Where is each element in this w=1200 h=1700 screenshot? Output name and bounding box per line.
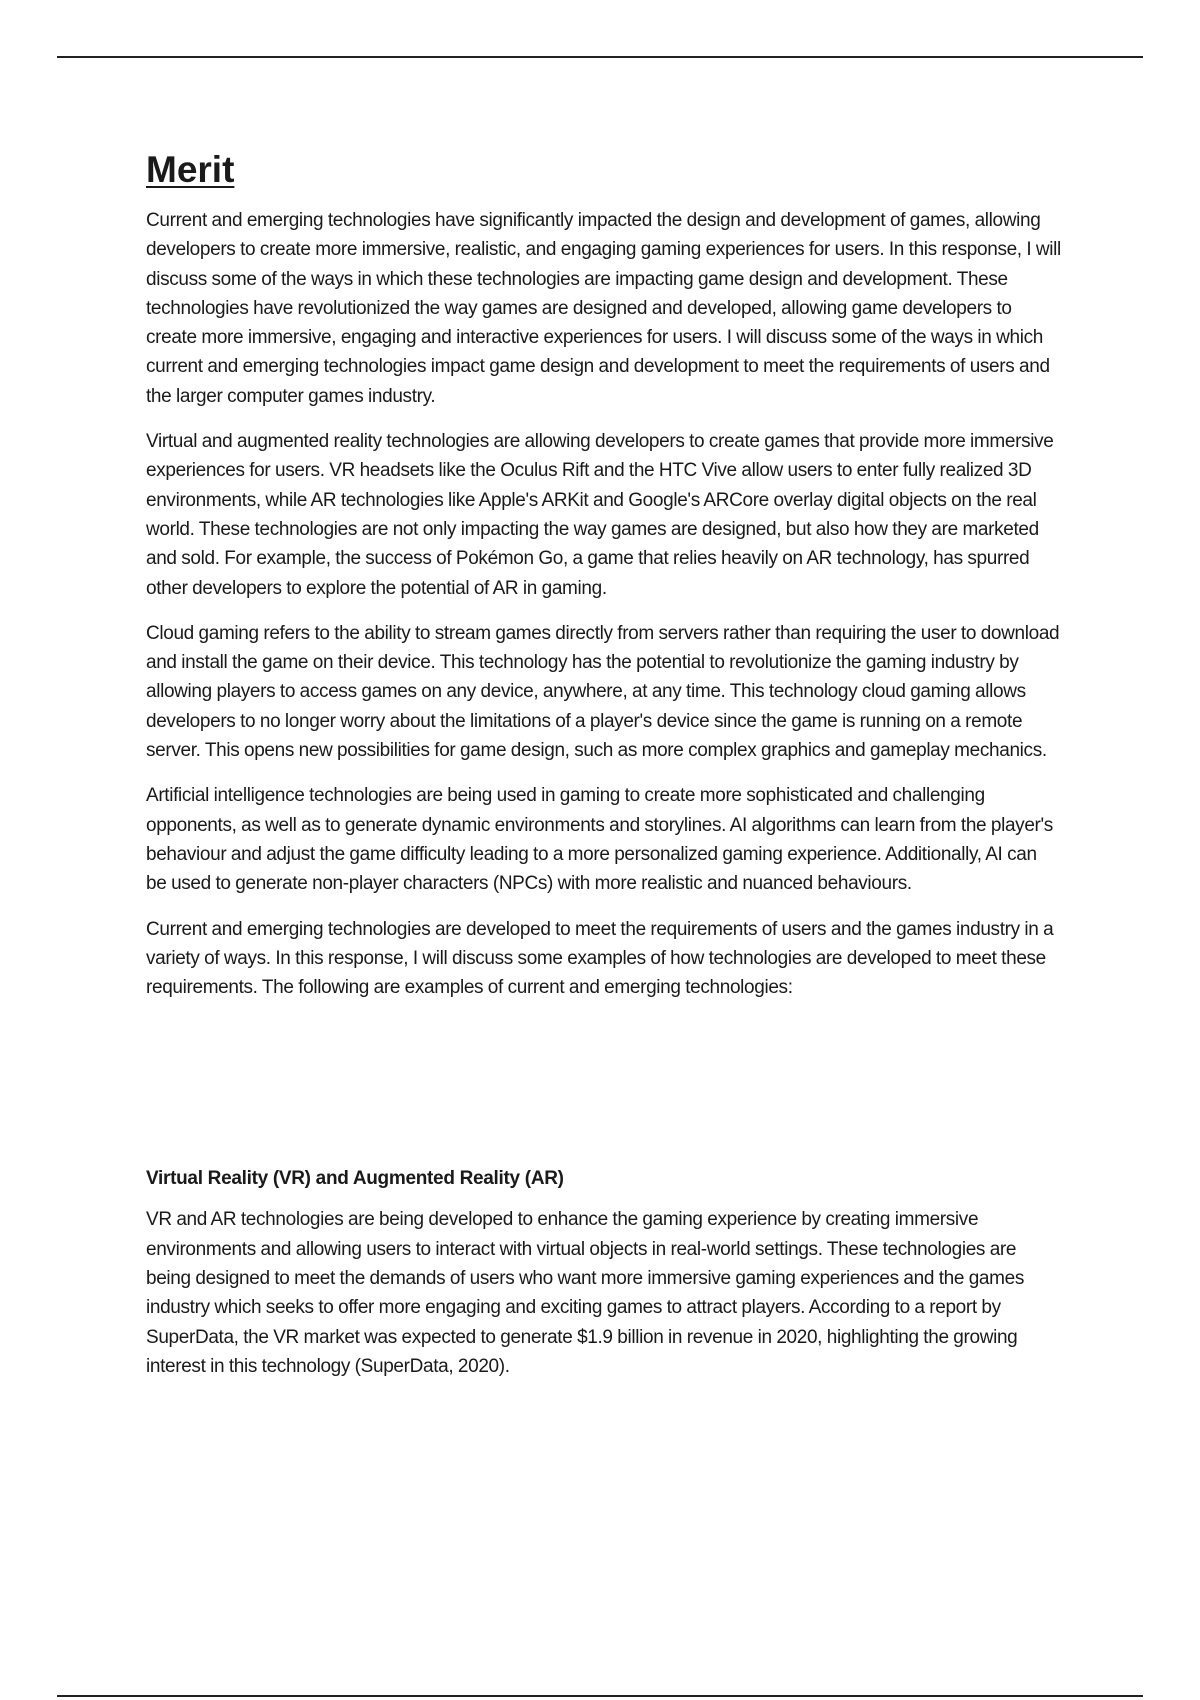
paragraph-cloud-gaming: Cloud gaming refers to the ability to stream games directly from servers rather than requiring the user to download and install the game on their device. This technology has the potential to revolutionize the gaming industry by allowing players to access games on any device, anywhere, at any time. This technology cloud gaming allows developers to no longer worry about the limitations of a player's device since the game is running on a remote server. This opens new possibilities for game design, such as more complex graphics and gameplay mechanics. bbox=[146, 622, 1060, 762]
section-heading: Virtual Reality (VR) and Augmented Reality (AR) bbox=[146, 1168, 564, 1190]
paragraph-ai: Artificial intelligence technologies are being used in gaming to create more sophisticated and challenging opponents, as well as to generate dynamic environments and storylines. AI algorithms can learn from the player's behaviour and adjust the game difficulty leading to a more personalized gaming experience. Additionally, AI can be used to generate non-player characters (NPCs) with more realistic and nuanced behaviours. bbox=[146, 785, 1053, 895]
document-body bbox=[146, 148, 1061, 1397]
paragraph-intro: Current and emerging technologies have significantly impacted the design and development of games, allowing developers to create more immersive, realistic, and engaging gaming experiences for users. In this response, I will discuss some of the ways in which these technologies are impacting game design and development. These technologies have revolutionized the way games are designed and developed, allowing game developers to create more immersive, engaging and interactive experiences for users. I will discuss some of the ways in which current and emerging technologies impact game design and development to meet the requirements of users and the larger computer games industry. bbox=[146, 210, 1061, 407]
section-paragraph: VR and AR technologies are being developed to enhance the gaming experience by creating immersive environments and allowing users to interact with virtual objects in real-world settings. These technologies are being designed to meet the demands of users who want more immersive gaming experiences and the games industry which seeks to offer more engaging and exciting games to attract players. According to a report by SuperData, the VR market was expected to generate $1.9 billion in revenue in 2020, highlighting the growing interest in this technology (SuperData, 2020). bbox=[146, 1209, 1024, 1377]
blank-space bbox=[146, 1018, 1061, 1164]
page-title: Merit bbox=[146, 149, 235, 190]
paragraph-requirements: Current and emerging technologies are developed to meet the requirements of users and the games industry in a variety of ways. In this response, I will discuss some examples of how technologies are developed to meet these requirements. The following are examples of current and emerging technologies: bbox=[146, 918, 1054, 999]
header-rule bbox=[57, 56, 1143, 58]
footer-rule bbox=[57, 1695, 1143, 1697]
paragraph-vr-ar: Virtual and augmented reality technologies are allowing developers to create games that provide more immersive experiences for users. VR headsets like the Oculus Rift and the HTC Vive allow users to enter fully realized 3D environments, while AR technologies like Apple's ARKit and Google's ARCore overlay digital objects on the real world. These technologies are not only impacting the way games are designed, but also how they are marketed and sold. For example, the success of Pokémon Go, a game that relies heavily on AR technology, has spurred other developers to explore the potential of AR in gaming. bbox=[146, 431, 1054, 599]
